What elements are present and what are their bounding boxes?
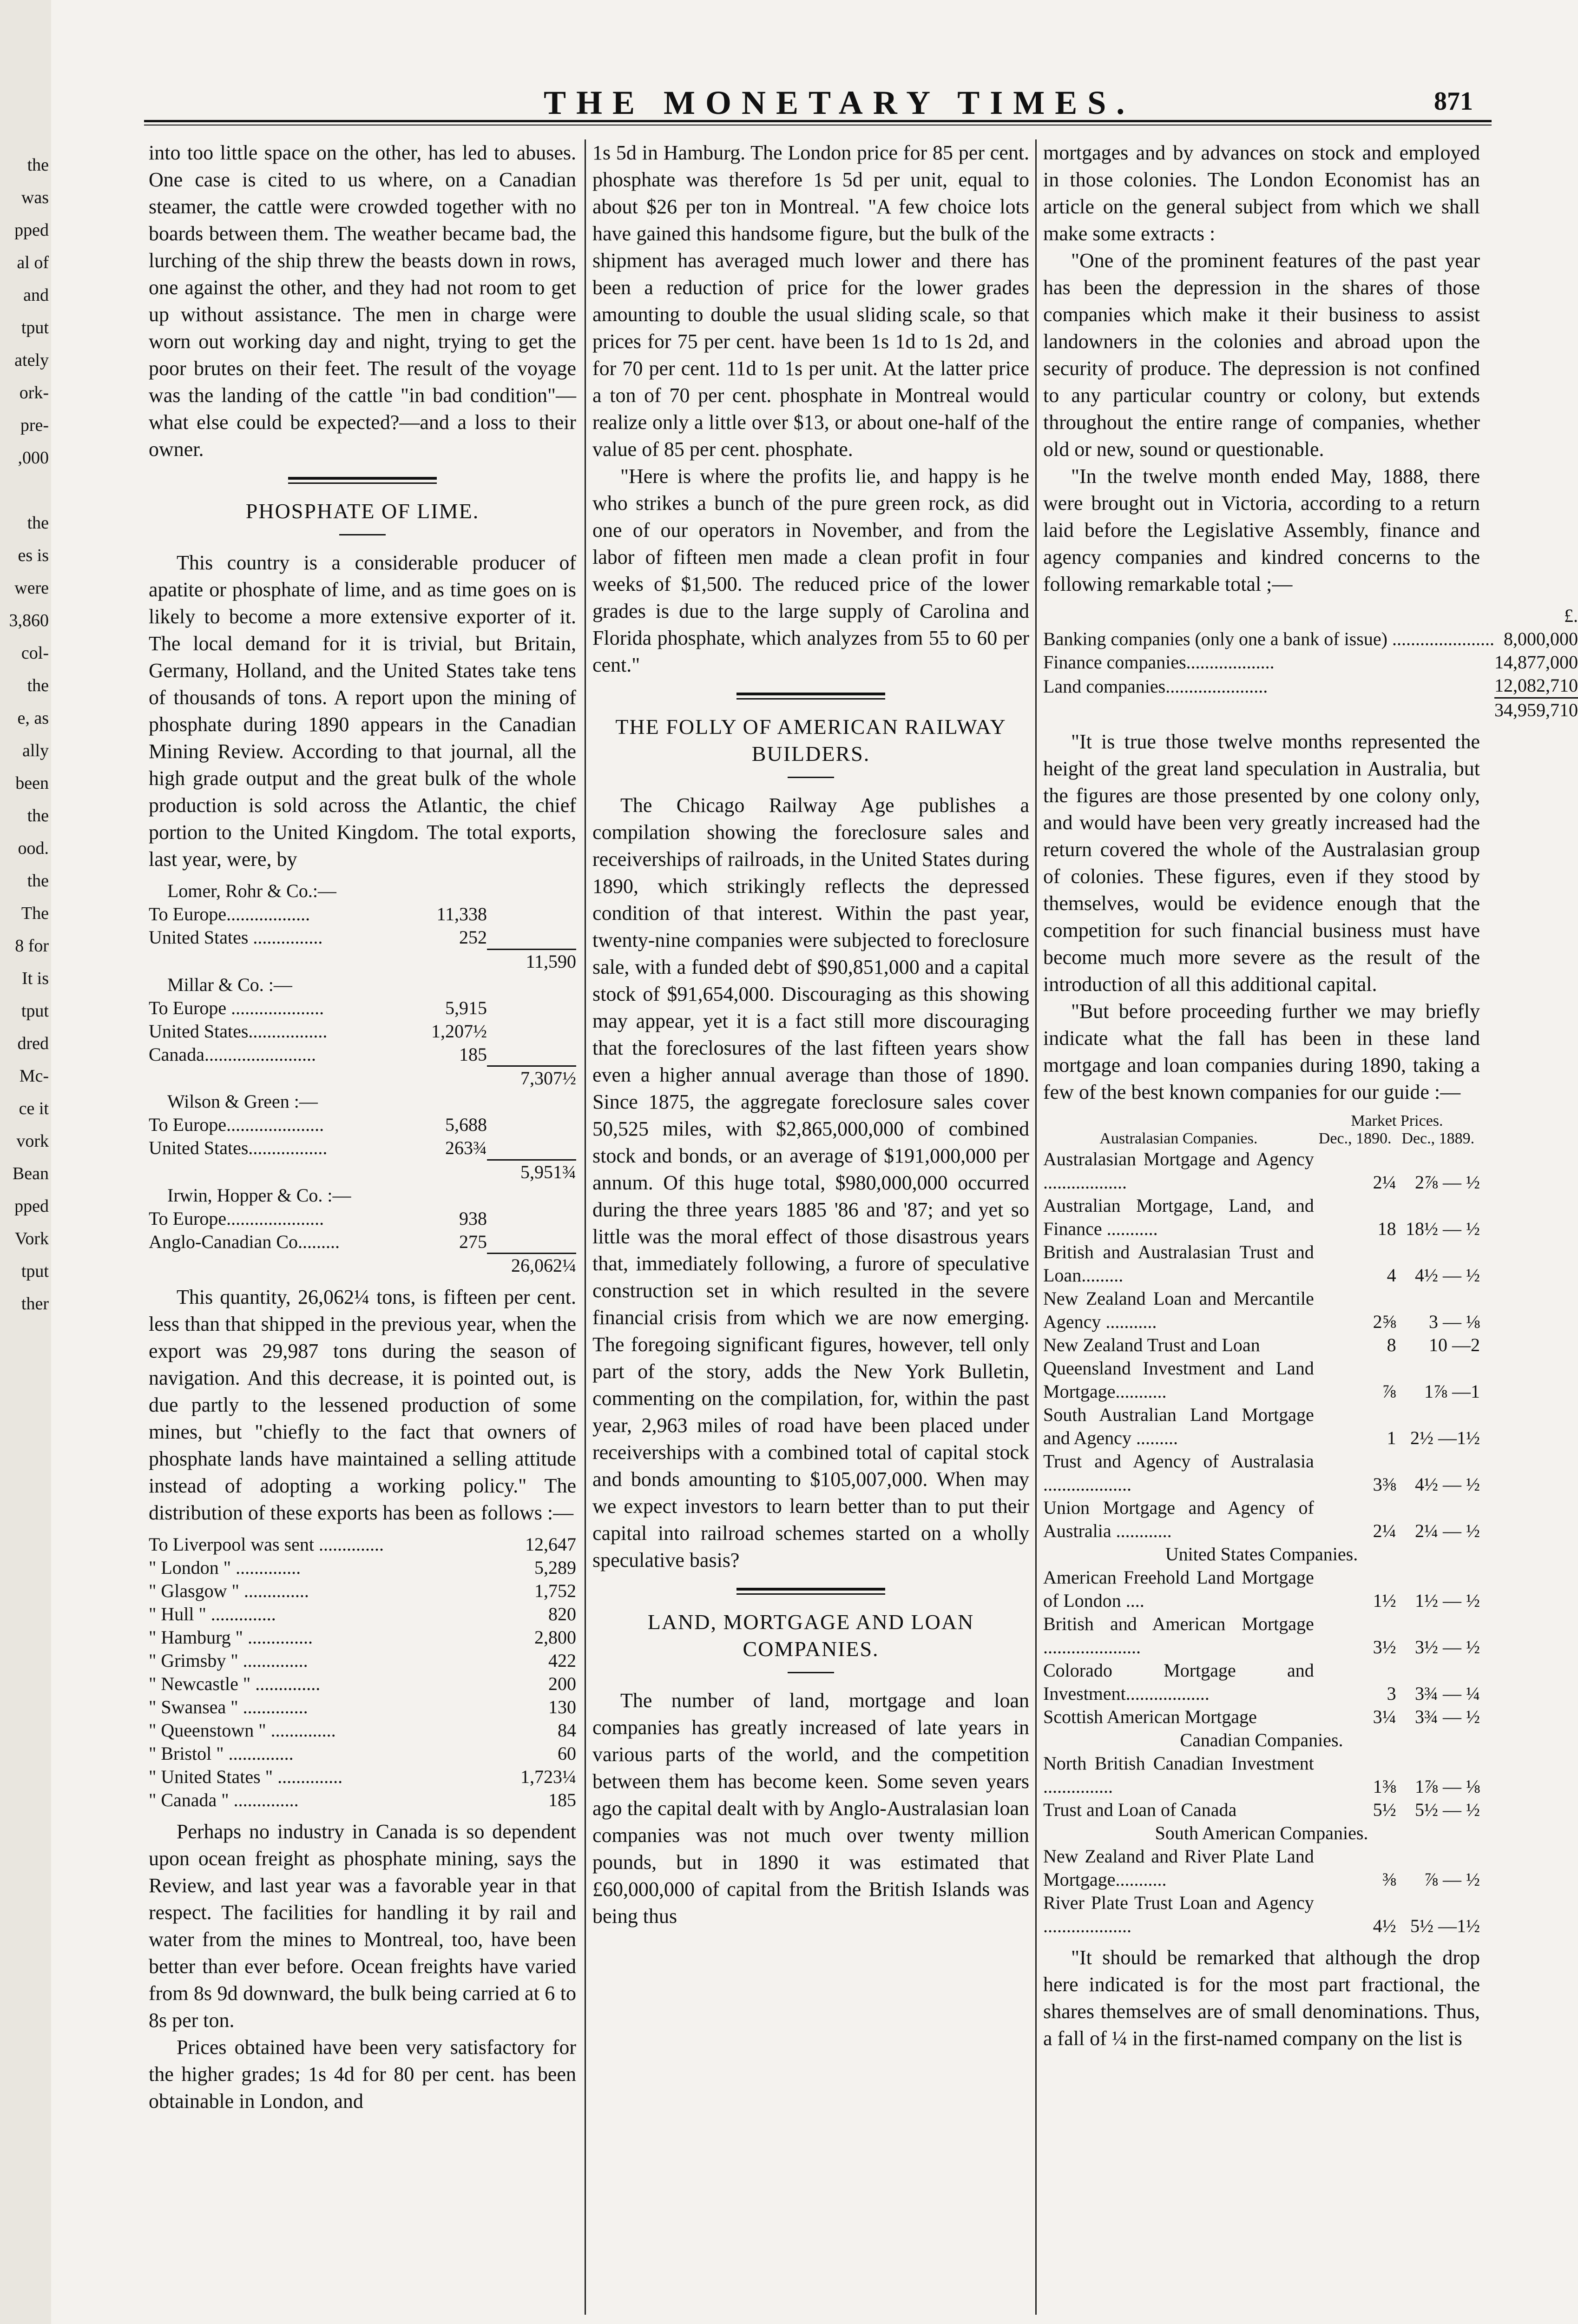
row-total — [487, 926, 576, 949]
company-name: Union Mortgage and Agency of Australia ............ — [1043, 1497, 1314, 1541]
destination: " Hull " .............. — [149, 1604, 276, 1624]
company-name: British and American Mortgage ..................... — [1043, 1613, 1314, 1657]
table-row — [149, 1207, 576, 1230]
capital-table — [1043, 604, 1578, 722]
row-label: United States ............... — [149, 927, 323, 948]
company-name: New Zealand Loan and Mercantile Agency ........... — [1043, 1288, 1314, 1332]
currency-unit: £. — [1564, 605, 1578, 626]
row-value: 938 — [459, 1208, 487, 1229]
price-1890: 1⅜ — [1373, 1776, 1396, 1797]
row-label: United States................. — [149, 1020, 328, 1042]
price-1890: 2⅝ — [1373, 1311, 1396, 1332]
grand-total: 26,062¼ — [487, 1254, 576, 1278]
page-header — [144, 84, 1492, 121]
destination: To Liverpool was sent .............. — [149, 1534, 384, 1555]
company-name: River Plate Trust Loan and Agency ................... — [1043, 1892, 1314, 1936]
spacer — [411, 1254, 487, 1278]
tonnage: 820 — [548, 1604, 576, 1624]
price-1889: 1⅞ —1 — [1424, 1381, 1480, 1402]
price-1890: 4½ — [1373, 1915, 1396, 1936]
company-name: British and Australasian Trust and Loan......... — [1043, 1241, 1314, 1286]
table-row — [1043, 1845, 1480, 1891]
table-row — [1043, 1357, 1480, 1403]
edge-fragment: ,000 — [18, 448, 49, 468]
firm-name: Lomer, Rohr & Co.:— — [167, 880, 336, 901]
edge-fragment: ce it — [19, 1099, 49, 1118]
spacer — [411, 949, 487, 973]
edge-fragment: pped — [14, 220, 49, 240]
company-name: American Freehold Land Mortgage of London .... — [1043, 1567, 1314, 1611]
price-1889: 5½ —1½ — [1410, 1915, 1480, 1936]
tonnage: 185 — [548, 1789, 576, 1810]
table-row — [149, 1113, 576, 1136]
capital-total: 34,959,710 — [1494, 698, 1578, 722]
edge-fragment: the — [27, 155, 49, 175]
section-title: Canadian Companies. — [1180, 1730, 1343, 1750]
price-1889: 18½ — ½ — [1406, 1218, 1480, 1239]
edge-fragment: col- — [21, 643, 49, 663]
company-name: Queensland Investment and Land Mortgage........... — [1043, 1358, 1314, 1402]
subtotal: 11,590 — [487, 949, 576, 973]
table-row — [1043, 1496, 1480, 1543]
table-row — [1043, 1543, 1480, 1566]
tonnage: 1,723¼ — [520, 1766, 576, 1787]
edge-fragment: and — [23, 285, 49, 305]
price-1889: 3 — ⅛ — [1429, 1311, 1480, 1332]
column-header: Australasian Companies. — [1099, 1130, 1258, 1147]
edge-fragment: Mc- — [19, 1066, 49, 1086]
price-1889: 1½ — ½ — [1415, 1590, 1480, 1611]
table-row — [149, 1579, 576, 1603]
table-row — [1043, 1729, 1480, 1752]
table-row — [149, 1043, 576, 1066]
edge-fragment: was — [21, 188, 49, 207]
heading-rule — [788, 777, 834, 778]
table-row — [149, 1090, 576, 1113]
table-row — [1043, 674, 1578, 698]
column-2 — [592, 139, 1029, 1930]
paragraph: Perhaps no industry in Canada is so dependent upon ocean freight as phosphate mining, says the Review, and last year was a favorable year in that respect. The facilities for handling it by rail and water from the mines to Montreal, too, have been better than ever before. Ocean freights have varied from 8s 9d downward, the bulk being carried at 6 to 8s per ton. — [149, 1820, 576, 2032]
price-1889: 2⅞ — ½ — [1415, 1172, 1480, 1193]
price-1889: 5½ — ½ — [1415, 1799, 1480, 1820]
edge-fragment: pped — [14, 1196, 49, 1216]
destination: " London " .............. — [149, 1557, 301, 1578]
row-value: 8,000,000 — [1503, 628, 1578, 649]
table-row — [1043, 1798, 1480, 1822]
price-1890: ⅜ — [1382, 1869, 1396, 1890]
paragraph: The number of land, mortgage and loan companies has greatly increased of late years in various parts of the world, and the competition between them has become keen. Some seven years ago the capital dealt with by Anglo-Australasian loan companies was not much over twenty million pounds, but in 1890 it was estimated that £60,000,000 of capital from the British Islands was being thus — [592, 1689, 1029, 1928]
article-heading: PHOSPHATE OF LIME. — [245, 499, 480, 523]
edge-fragment: were — [14, 578, 49, 598]
table-row — [149, 949, 576, 973]
destination: " Newcastle " .............. — [149, 1673, 321, 1694]
table-row — [149, 1066, 576, 1090]
table-row — [1043, 1752, 1480, 1798]
price-1890: 4 — [1387, 1265, 1396, 1286]
table-row — [1043, 604, 1578, 627]
table-row — [1043, 627, 1578, 651]
spacer — [1043, 1112, 1314, 1130]
table-row — [149, 1160, 576, 1184]
row-label: Canada........................ — [149, 1043, 316, 1065]
table-row — [149, 1765, 576, 1789]
row-value: 1,207½ — [431, 1020, 487, 1042]
row-label: Finance companies................... — [1043, 652, 1275, 673]
company-name: North British Canadian Investment ............... — [1043, 1753, 1314, 1797]
table-row — [1043, 1112, 1480, 1130]
row-label: Land companies...................... — [1043, 675, 1268, 697]
heading-rule — [788, 1672, 834, 1673]
row-total — [487, 1113, 576, 1136]
destination: " Queenstown " .............. — [149, 1720, 336, 1741]
row-value: 5,915 — [445, 997, 487, 1018]
column-divider — [585, 139, 586, 2315]
table-row — [149, 1184, 576, 1207]
company-name: Australian Mortgage, Land, and Finance ........... — [1043, 1195, 1314, 1239]
edge-fragment: ood. — [18, 838, 49, 858]
company-name: Australasian Mortgage and Agency .................. — [1043, 1149, 1314, 1193]
adjacent-page-text — [0, 149, 49, 1320]
table-row — [149, 1136, 576, 1160]
subtotal: 5,951¾ — [487, 1160, 576, 1184]
row-total — [487, 1020, 576, 1043]
article-heading: THE FOLLY OF AMERICAN RAILWAY BUILDERS. — [615, 715, 1006, 766]
table-row — [149, 1020, 576, 1043]
paragraph: "Here is where the profits lie, and happy is he who strikes a bunch of the pure green rock, as did one of our operators in November, and from the labor of fifteen men made a clean profit in four weeks of $1,500. The reduced price of the lower grades is due to the large supply of Carolina and Florida phosphate, which analyzes from 55 to 60 per cent." — [592, 465, 1029, 676]
table-row — [1043, 1450, 1480, 1496]
publication-title: THE MONETARY TIMES. — [544, 84, 1135, 121]
row-label: Anglo-Canadian Co......... — [149, 1231, 340, 1252]
paragraph: The Chicago Railway Age publishes a compilation showing the foreclosure sales and receiverships of railroads, in the United States during 1890, which strikingly reflects the depressed condition of that interest. Within the past year, twenty-nine companies were subjected to foreclosure sale, with a funded debt of $90,851,000 and a capital stock of $91,654,000. Discouraging as this showing may appear, yet it is a fact still more discouraging that the foreclosures of the last fifteen years show even a higher annual average than those of 1890. Since 1875, the aggregate foreclosure sales cover 50,525 miles, with $2,865,000,000 of combined stock and bonds, or an average of $191,000,000 per annum. Of this huge total, $980,000,000 occurred during the three years 1885 '86 and '87; and yet so little was the moral effect of those disastrous years that, immediately following, a furore of speculative construction set in which resulted in the severe financial crisis from which we are now emerging. The foregoing significant figures, however, tell only part of the story, adds the New York Bulletin, commenting on the compilation, for, within the past year, 2,963 miles of road have been placed under receiverships with a combined total of capital stock and bonds amounting to $105,007,000. When may we expect investors to learn better than to put their capital into railroad schemes started on a wholly speculative basis? — [592, 794, 1029, 1571]
row-value: 252 — [459, 927, 487, 948]
paragraph: This quantity, 26,062¼ tons, is fifteen per cent. less than that shipped in the previous year, when the export was 29,987 tons during the season of navigation. And this decrease, it is pointed out, is due partly to the lessened production of some mines, but "chiefly to the fact that owners of phosphate lands have maintained a selling attitude instead of adopting a working policy." The distribution of these exports has been as follows :— — [149, 1286, 576, 1524]
row-label: Banking companies (only one a bank of issue) ...................... — [1043, 628, 1494, 649]
tonnage: 130 — [548, 1697, 576, 1717]
tonnage: 84 — [558, 1720, 576, 1741]
table-row — [149, 1789, 576, 1812]
company-name: Trust and Agency of Australasia ................... — [1043, 1451, 1314, 1495]
table-row — [149, 997, 576, 1020]
row-value: 263¾ — [445, 1137, 487, 1158]
table-row — [149, 1603, 576, 1626]
row-value: 11,338 — [436, 904, 487, 924]
paragraph: "It is true those twelve months represented the height of the great land speculation in Australia, but the figures are those presented by one colony only, and would have been very greatly increased had the return covered the whole of the Australasian group of colonies. These figures, even if they stood by themselves, would be evidence enough that the competition for such financial business must have become much more severe as the result of the introduction of all this additional capital. — [1043, 730, 1480, 996]
header-rule — [144, 120, 1492, 122]
edge-fragment: Vork — [14, 1229, 49, 1248]
spacer — [411, 1160, 487, 1184]
price-1890: 3⅜ — [1373, 1474, 1396, 1495]
table-row — [1043, 1659, 1480, 1705]
spacer — [1043, 698, 1494, 722]
price-1890: 18 — [1377, 1218, 1396, 1239]
table-row — [149, 1254, 576, 1278]
tonnage: 60 — [558, 1743, 576, 1764]
firm-name: Wilson & Green :— — [167, 1091, 318, 1112]
table-row — [1043, 1334, 1480, 1357]
company-name: Scottish American Mortgage — [1043, 1706, 1257, 1727]
table-row — [1043, 1612, 1480, 1659]
row-total — [487, 1136, 576, 1160]
edge-fragment: the — [27, 806, 49, 825]
edge-fragment: It is — [21, 969, 49, 988]
section-title: United States Companies. — [1165, 1544, 1358, 1565]
price-1889: 3¾ — ½ — [1415, 1706, 1480, 1727]
table-row — [149, 926, 576, 949]
table-row — [149, 1649, 576, 1672]
table-row — [1043, 698, 1578, 722]
company-name: South Australian Land Mortgage and Agency ......... — [1043, 1404, 1314, 1448]
row-total — [487, 1230, 576, 1254]
market-prices-header: Market Prices. — [1351, 1112, 1443, 1129]
heading-rule — [339, 534, 386, 535]
table-row — [149, 1230, 576, 1254]
row-total — [487, 1043, 576, 1066]
table-row — [149, 1626, 576, 1649]
paragraph: "In the twelve month ended May, 1888, there were brought out in Victoria, according to a return laid before the Legislative Assembly, finance and agency companies and kindred concerns to the following remarkable total ;— — [1043, 465, 1480, 595]
paragraph: This country is a considerable producer of apatite or phosphate of lime, and as time goes on is likely to become a more extensive exporter of it. The local demand for it is trivial, but Britain, Germany, Holland, and the United States take tens of thousands of tons. A report upon the mining of phosphate during 1890 appears in the Canadian Mining Review. According to that journal, all the high grade output and the great bulk of the whole production is sold across the Atlantic, the chief portion to the United Kingdom. The total exports, last year, were, by — [149, 551, 576, 871]
edge-fragment: ther — [21, 1294, 49, 1314]
market-prices-table — [1043, 1112, 1480, 1938]
tonnage: 1,752 — [534, 1580, 576, 1601]
table-row — [1043, 1287, 1480, 1334]
price-1889: 2¼ — ½ — [1415, 1520, 1480, 1541]
price-1889: 2½ —1½ — [1410, 1427, 1480, 1448]
edge-fragment: ork- — [19, 383, 49, 403]
destination: " Bristol " .............. — [149, 1743, 294, 1764]
price-1890: 2¼ — [1373, 1520, 1396, 1541]
destination: " Glasgow " .............. — [149, 1580, 309, 1601]
section-title: South American Companies. — [1155, 1822, 1368, 1843]
column-divider — [1035, 139, 1037, 2315]
table-row — [149, 1742, 576, 1765]
table-row — [149, 879, 576, 903]
edge-fragment: dred — [17, 1034, 49, 1053]
tonnage: 12,647 — [525, 1534, 576, 1555]
column-header: Dec., 1889. — [1401, 1130, 1475, 1147]
company-name: Colorado Mortgage and Investment.................. — [1043, 1660, 1314, 1704]
price-1890: 3 — [1387, 1683, 1396, 1704]
price-1890: ⅞ — [1382, 1381, 1396, 1402]
destination: " United States " .............. — [149, 1766, 343, 1787]
edge-fragment: the — [27, 676, 49, 695]
spacer — [149, 1160, 411, 1184]
table-row — [149, 973, 576, 997]
paragraph: 1s 5d in Hamburg. The London price for 85 per cent. phosphate was therefore 1s 5d per unit, equal to about $26 per ton in Montreal. "A few choice lots have gained this handsome figure, but the bulk of the shipment has averaged much lower and there has been a reduction of price for the lower grades amounting to double the usual sliding scale, so that prices for 75 per cent. have been 1s 1d to 1s 2d, and for 70 per cent. 11d to 1s per unit. At the latter price a ton of 70 per cent. phosphate in Montreal would realize only a little over $13, or about one-half of the value of 85 per cent. phosphate. — [592, 141, 1029, 461]
column-3 — [1043, 139, 1578, 2052]
spacer — [1043, 604, 1494, 627]
paragraph: Prices obtained have been very satisfactory for the higher grades; 1s 4d for 80 per cent. has been obtainable in London, and — [149, 2036, 576, 2113]
price-1890: 8 — [1387, 1334, 1396, 1355]
price-1890: 2¼ — [1373, 1172, 1396, 1193]
row-value: 185 — [459, 1043, 487, 1065]
destination: " Swansea " .............. — [149, 1697, 308, 1717]
table-row — [1043, 1566, 1480, 1612]
section-rule — [736, 1588, 885, 1595]
price-1890: 5½ — [1373, 1799, 1396, 1820]
edge-fragment: pre- — [20, 416, 49, 435]
edge-fragment: the — [27, 513, 49, 533]
company-name: New Zealand and River Plate Land Mortgage........... — [1043, 1846, 1314, 1890]
table-row — [149, 1533, 576, 1556]
tonnage: 5,289 — [534, 1557, 576, 1578]
edge-fragment: tput — [21, 1261, 49, 1281]
paragraph: "One of the prominent features of the past year has been the depression in the shares of those companies which make it their business to assist landowners in the colonies and abroad upon the security of produce. The depression is not confined to any particular country or colony, but extends throughout the entire range of companies, whether old or new, sound or questionable. — [1043, 249, 1480, 461]
table-row — [149, 903, 576, 926]
adjacent-page-edge — [0, 0, 51, 2324]
table-row — [1043, 1130, 1480, 1148]
price-1889: 4½ — ½ — [1415, 1265, 1480, 1286]
row-value: 275 — [459, 1231, 487, 1252]
firm-name: Irwin, Hopper & Co. :— — [167, 1184, 351, 1206]
row-label: To Europe..................... — [149, 1208, 324, 1229]
destination: " Grimsby " .............. — [149, 1650, 308, 1671]
row-total — [487, 997, 576, 1020]
column-1 — [149, 139, 576, 2115]
edge-fragment: been — [15, 773, 49, 793]
spacer — [149, 1254, 411, 1278]
paragraph: mortgages and by advances on stock and employed in those colonies. The London Economist has an article on the general subject from which we shall make some extracts : — [1043, 141, 1480, 245]
price-1889: 10 —2 — [1429, 1334, 1480, 1355]
destination: " Canada " .............. — [149, 1789, 299, 1810]
article-heading: LAND, MORTGAGE AND LOAN COMPANIES. — [647, 1610, 974, 1661]
price-1889: 4½ — ½ — [1415, 1474, 1480, 1495]
edge-fragment: e, as — [17, 708, 49, 728]
table-row — [1043, 1705, 1480, 1729]
edge-fragment: tput — [21, 318, 49, 337]
edge-fragment: The — [21, 904, 49, 923]
table-row — [149, 1719, 576, 1742]
row-label: To Europe .................... — [149, 997, 324, 1018]
table-row — [1043, 1891, 1480, 1938]
tonnage: 422 — [548, 1650, 576, 1671]
price-1890: 1 — [1387, 1427, 1396, 1448]
edge-fragment: 3,860 — [9, 611, 49, 630]
row-label: United States................. — [149, 1137, 328, 1158]
table-row — [149, 1556, 576, 1579]
spacer — [149, 1066, 411, 1090]
paragraph: "But before proceeding further we may briefly indicate what the fall has been in these land mortgage and loan companies during 1890, taking a few of the best known companies for our guide :— — [1043, 1000, 1480, 1103]
edge-fragment: vork — [16, 1131, 49, 1151]
edge-fragment: ally — [22, 741, 49, 760]
exports-table — [149, 879, 576, 1277]
price-1890: 3½ — [1373, 1637, 1396, 1657]
table-row — [1043, 651, 1578, 674]
paragraph: into too little space on the other, has led to abuses. One case is cited to us where, on a Canadian steamer, the cattle were crowded together with no boards between them. The weather became bad, the lurching of the ship threw the beasts down in rows, one against the other, and they had not room to get up without assistance. The men in charge were worn out working day and night, trying to get the poor brutes on their feet. The result of the voyage was the landing of the cattle "in bad condition"—what else could be expected?—and a loss to their owner. — [149, 141, 576, 461]
spacer — [149, 949, 411, 973]
paragraph: "It should be remarked that although the drop here indicated is for the most part fractional, the shares themselves are of small denominations. Thus, a fall of ¼ in the first-named company on the list is — [1043, 1946, 1480, 2050]
edge-fragment: tput — [21, 1001, 49, 1021]
row-label: To Europe.................. — [149, 904, 310, 924]
destination: " Hamburg " .............. — [149, 1627, 313, 1648]
price-1889: 3¾ — ¼ — [1415, 1683, 1480, 1704]
section-rule — [288, 477, 437, 484]
row-value: 12,082,710 — [1494, 675, 1578, 696]
edge-fragment: Bean — [12, 1164, 49, 1183]
edge-fragment: al of — [17, 253, 49, 272]
edge-fragment: es is — [18, 546, 49, 565]
company-name: New Zealand Trust and Loan — [1043, 1334, 1260, 1355]
table-row — [1043, 1194, 1480, 1241]
table-row — [149, 1696, 576, 1719]
tonnage: 2,800 — [534, 1627, 576, 1648]
company-name: Trust and Loan of Canada — [1043, 1799, 1237, 1820]
table-row — [1043, 1241, 1480, 1287]
table-row — [1043, 1148, 1480, 1194]
price-1890: 3¼ — [1373, 1706, 1396, 1727]
price-1890: 1½ — [1373, 1590, 1396, 1611]
spacer — [411, 1066, 487, 1090]
edge-fragment: the — [27, 871, 49, 891]
row-value: 5,688 — [445, 1114, 487, 1135]
price-1889: 3½ — ½ — [1415, 1637, 1480, 1657]
row-total — [487, 903, 576, 926]
price-1889: 1⅞ — ⅛ — [1415, 1776, 1480, 1797]
table-row — [1043, 1822, 1480, 1845]
row-total — [487, 1207, 576, 1230]
price-1889: ⅞ — ½ — [1424, 1869, 1480, 1890]
edge-fragment: 8 for — [15, 936, 49, 956]
tonnage: 200 — [548, 1673, 576, 1694]
page-number: 871 — [1434, 87, 1473, 116]
edge-fragment — [0, 474, 49, 507]
table-row — [149, 1672, 576, 1696]
section-rule — [736, 693, 885, 700]
column-header: Dec., 1890. — [1318, 1130, 1392, 1147]
distribution-table — [149, 1533, 576, 1812]
table-row — [1043, 1403, 1480, 1450]
firm-name: Millar & Co. :— — [167, 974, 292, 995]
row-label: To Europe..................... — [149, 1114, 324, 1135]
row-value: 14,877,000 — [1494, 652, 1578, 673]
edge-fragment: ately — [14, 350, 49, 370]
subtotal: 7,307½ — [487, 1066, 576, 1090]
